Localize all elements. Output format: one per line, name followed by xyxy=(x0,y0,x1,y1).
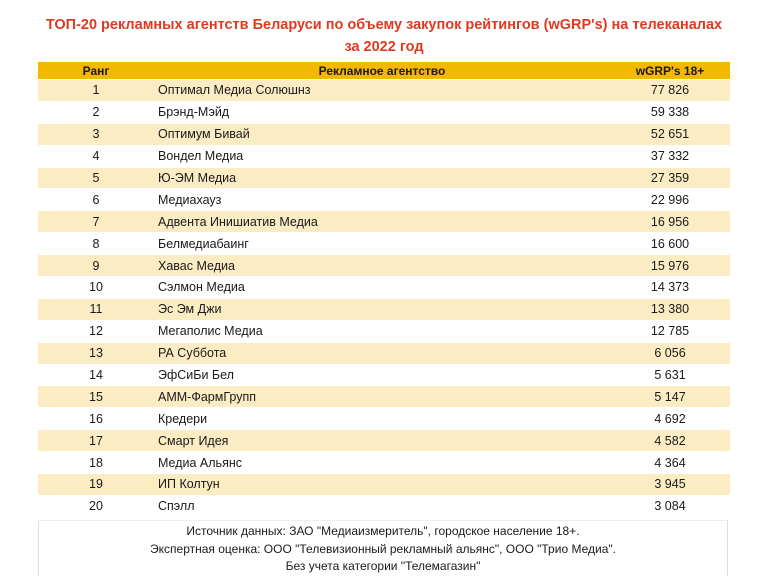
rank-cell: 7 xyxy=(38,211,154,233)
page-title xyxy=(0,14,768,58)
table-row xyxy=(38,364,730,386)
agency-name: Адвента Инишиатив Медиа xyxy=(154,211,610,233)
ranking-table xyxy=(38,62,730,518)
title-line-2: за 2022 год xyxy=(344,39,424,55)
table-row xyxy=(38,189,730,211)
rank-cell: 6 xyxy=(38,189,154,211)
wgrp-value: 52 651 xyxy=(610,123,730,145)
agency-name: Белмедиабаинг xyxy=(154,233,610,255)
table-row xyxy=(38,167,730,189)
rank-cell: 2 xyxy=(38,101,154,123)
wgrp-value: 37 332 xyxy=(610,145,730,167)
table-row xyxy=(38,80,730,102)
rank-cell: 16 xyxy=(38,408,154,430)
wgrp-value: 15 976 xyxy=(610,255,730,277)
wgrp-value: 22 996 xyxy=(610,189,730,211)
agency-name: Оптимал Медиа Солюшнз xyxy=(154,80,610,102)
table-row xyxy=(38,211,730,233)
agency-name: Ю-ЭМ Медиа xyxy=(154,167,610,189)
header-rank: Ранг xyxy=(38,62,154,80)
rank-cell: 15 xyxy=(38,386,154,408)
table-row xyxy=(38,495,730,517)
agency-name: Сэлмон Медиа xyxy=(154,277,610,299)
wgrp-value: 16 600 xyxy=(610,233,730,255)
wgrp-value: 4 692 xyxy=(610,408,730,430)
table-row xyxy=(38,255,730,277)
table-row xyxy=(38,277,730,299)
rank-cell: 8 xyxy=(38,233,154,255)
source-line-3: Без учета категории "Телемагазин" xyxy=(285,559,481,573)
table-row xyxy=(38,430,730,452)
agency-name: Кредери xyxy=(154,408,610,430)
table-row xyxy=(38,342,730,364)
agency-name: Мегаполис Медиа xyxy=(154,320,610,342)
table-row xyxy=(38,101,730,123)
rank-cell: 11 xyxy=(38,298,154,320)
rank-cell: 18 xyxy=(38,452,154,474)
wgrp-value: 5 147 xyxy=(610,386,730,408)
wgrp-value: 27 359 xyxy=(610,167,730,189)
wgrp-value: 16 956 xyxy=(610,211,730,233)
wgrp-value: 13 380 xyxy=(610,298,730,320)
wgrp-value: 77 826 xyxy=(610,80,730,102)
wgrp-value: 3 084 xyxy=(610,495,730,517)
agency-name: Медиа Альянс xyxy=(154,452,610,474)
table-header-row xyxy=(38,62,730,80)
rank-cell: 9 xyxy=(38,255,154,277)
agency-name: Брэнд-Мэйд xyxy=(154,101,610,123)
header-value: wGRP's 18+ xyxy=(610,62,730,80)
agency-name: Хавас Медиа xyxy=(154,255,610,277)
rank-cell: 1 xyxy=(38,80,154,102)
table-row xyxy=(38,452,730,474)
agency-name: Спэлл xyxy=(154,495,610,517)
rank-cell: 19 xyxy=(38,474,154,496)
agency-name: РА Суббота xyxy=(154,342,610,364)
table-row xyxy=(38,298,730,320)
table-row xyxy=(38,123,730,145)
rank-cell: 10 xyxy=(38,277,154,299)
agency-name: ЭфСиБи Бел xyxy=(154,364,610,386)
agency-name: Медиахауз xyxy=(154,189,610,211)
wgrp-value: 14 373 xyxy=(610,277,730,299)
header-agency: Рекламное агентство xyxy=(154,62,610,80)
agency-name: ИП Колтун xyxy=(154,474,610,496)
source-line-1: Источник данных: ЗАО "Медиаизмеритель", городское население 18+. xyxy=(186,524,580,538)
table-row xyxy=(38,320,730,342)
table-row xyxy=(38,474,730,496)
rank-cell: 20 xyxy=(38,495,154,517)
rank-cell: 12 xyxy=(38,320,154,342)
agency-name: Оптимум Бивай xyxy=(154,123,610,145)
rank-cell: 13 xyxy=(38,342,154,364)
rank-cell: 4 xyxy=(38,145,154,167)
wgrp-value: 6 056 xyxy=(610,342,730,364)
wgrp-value: 4 582 xyxy=(610,430,730,452)
rank-cell: 17 xyxy=(38,430,154,452)
table-row xyxy=(38,386,730,408)
table-row xyxy=(38,233,730,255)
rank-cell: 5 xyxy=(38,167,154,189)
table-row xyxy=(38,408,730,430)
title-line-1: ТОП-20 рекламных агентств Беларуси по объему закупок рейтингов (wGRP's) на телеканалах xyxy=(45,17,723,33)
agency-name: Вондел Медиа xyxy=(154,145,610,167)
source-note xyxy=(38,520,728,576)
wgrp-value: 3 945 xyxy=(610,474,730,496)
agency-name: Эс Эм Джи xyxy=(154,298,610,320)
wgrp-value: 12 785 xyxy=(610,320,730,342)
agency-name: Смарт Идея xyxy=(154,430,610,452)
wgrp-value: 4 364 xyxy=(610,452,730,474)
wgrp-value: 5 631 xyxy=(610,364,730,386)
rank-cell: 14 xyxy=(38,364,154,386)
table-row xyxy=(38,145,730,167)
agency-name: АММ-ФармГрупп xyxy=(154,386,610,408)
wgrp-value: 59 338 xyxy=(610,101,730,123)
source-line-2: Экспертная оценка: ООО "Телевизионный рекламный альянс", ООО "Трио Медиа". xyxy=(150,541,616,556)
rank-cell: 3 xyxy=(38,123,154,145)
table-body xyxy=(38,80,730,518)
